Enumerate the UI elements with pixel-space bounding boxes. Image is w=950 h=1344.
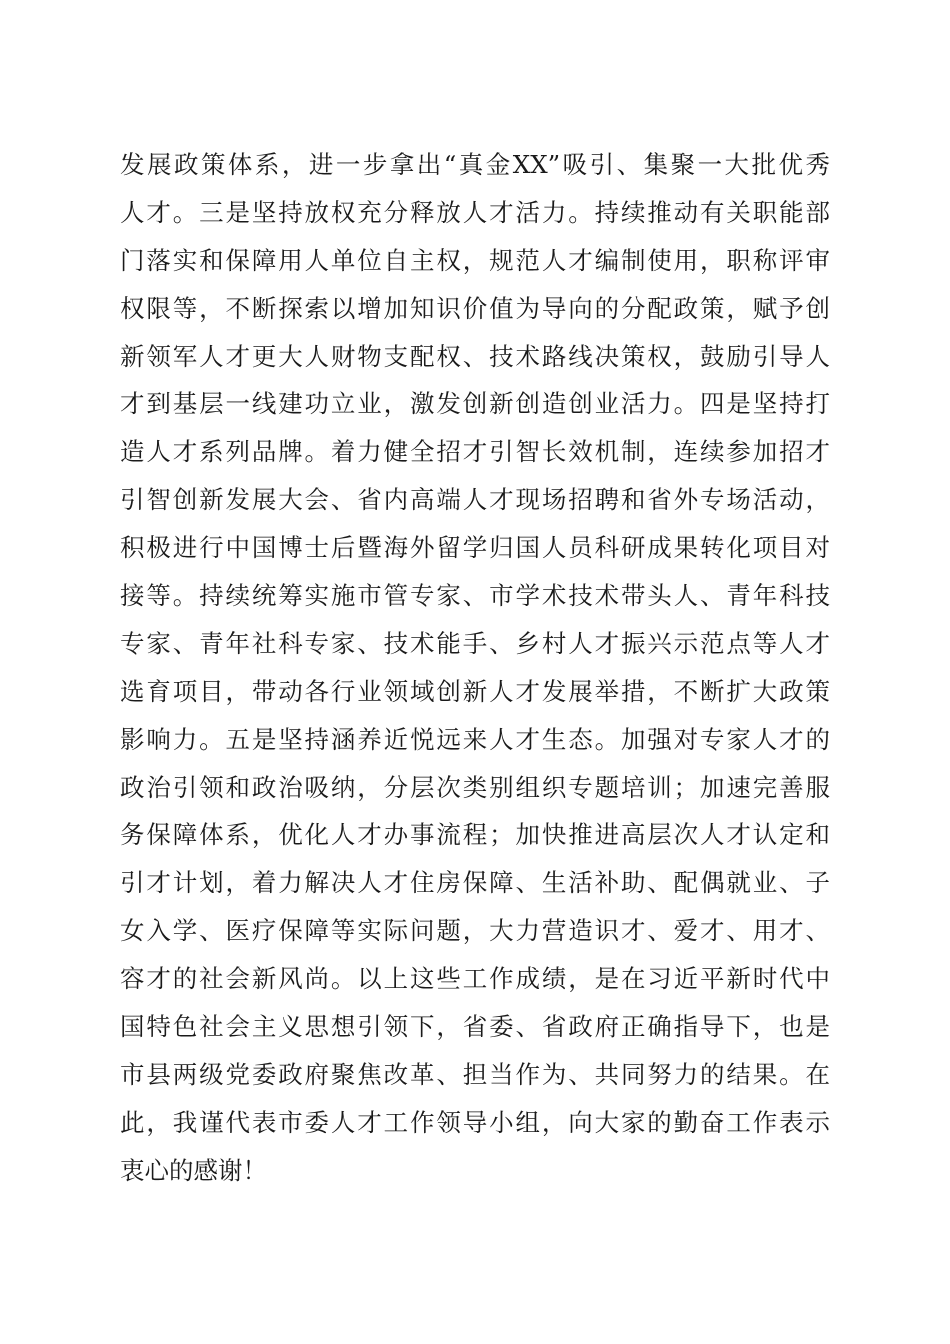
text-line-18: 容才的社会新风尚。以上这些工作成绩，是在习近平新时代中 <box>120 964 830 994</box>
text-line-7: 造人才系列品牌。着力健全招才引智长效机制，连续参加招才 <box>120 437 830 467</box>
text-line-15: 务保障体系，优化人才办事流程；加快推进高层次人才认定和 <box>120 820 830 850</box>
text-line-17: 女入学、医疗保障等实际问题，大力营造识才、爱才、用才、 <box>120 916 830 946</box>
text-line-11: 专家、青年社科专家、技术能手、乡村人才振兴示范点等人才 <box>120 628 830 658</box>
text-line-2: 人才。三是坚持放权充分释放人才活力。持续推动有关职能部 <box>120 197 830 227</box>
text-line-16: 引才计划，着力解决人才住房保障、生活补助、配偶就业、子 <box>120 868 830 898</box>
text-line-1: 发展政策体系，进一步拿出“真金XX”吸引、集聚一大批优秀 <box>120 150 830 179</box>
body-text <box>120 141 830 1195</box>
text-line-6: 才到基层一线建功立业，激发创新创造创业活力。四是坚持打 <box>120 389 830 419</box>
text-line-4: 权限等，不断探索以增加知识价值为导向的分配政策，赋予创 <box>120 293 830 323</box>
text-line-8: 引智创新发展大会、省内高端人才现场招聘和省外专场活动， <box>120 485 830 515</box>
text-line-22: 衷心的感谢！ <box>120 1155 267 1185</box>
text-line-5: 新领军人才更大人财物支配权、技术路线决策权，鼓励引导人 <box>120 341 830 371</box>
text-line-3: 门落实和保障用人单位自主权，规范人才编制使用，职称评审 <box>120 245 830 275</box>
text-line-19: 国特色社会主义思想引领下，省委、省政府正确指导下，也是 <box>120 1012 830 1042</box>
text-line-9: 积极进行中国博士后暨海外留学归国人员科研成果转化项目对 <box>120 533 830 563</box>
text-line-14: 政治引领和政治吸纳，分层次类别组织专题培训；加速完善服 <box>120 772 830 802</box>
text-line-20: 市县两级党委政府聚焦改革、担当作为、共同努力的结果。在 <box>120 1059 830 1089</box>
text-line-13: 影响力。五是坚持涵养近悦远来人才生态。加强对专家人才的 <box>120 724 830 754</box>
text-line-21: 此，我谨代表市委人才工作领导小组，向大家的勤奋工作表示 <box>120 1107 830 1137</box>
text-line-10: 接等。持续统筹实施市管专家、市学术技术带头人、青年科技 <box>120 581 830 611</box>
text-line-12: 选育项目，带动各行业领域创新人才发展举措，不断扩大政策 <box>120 676 830 706</box>
